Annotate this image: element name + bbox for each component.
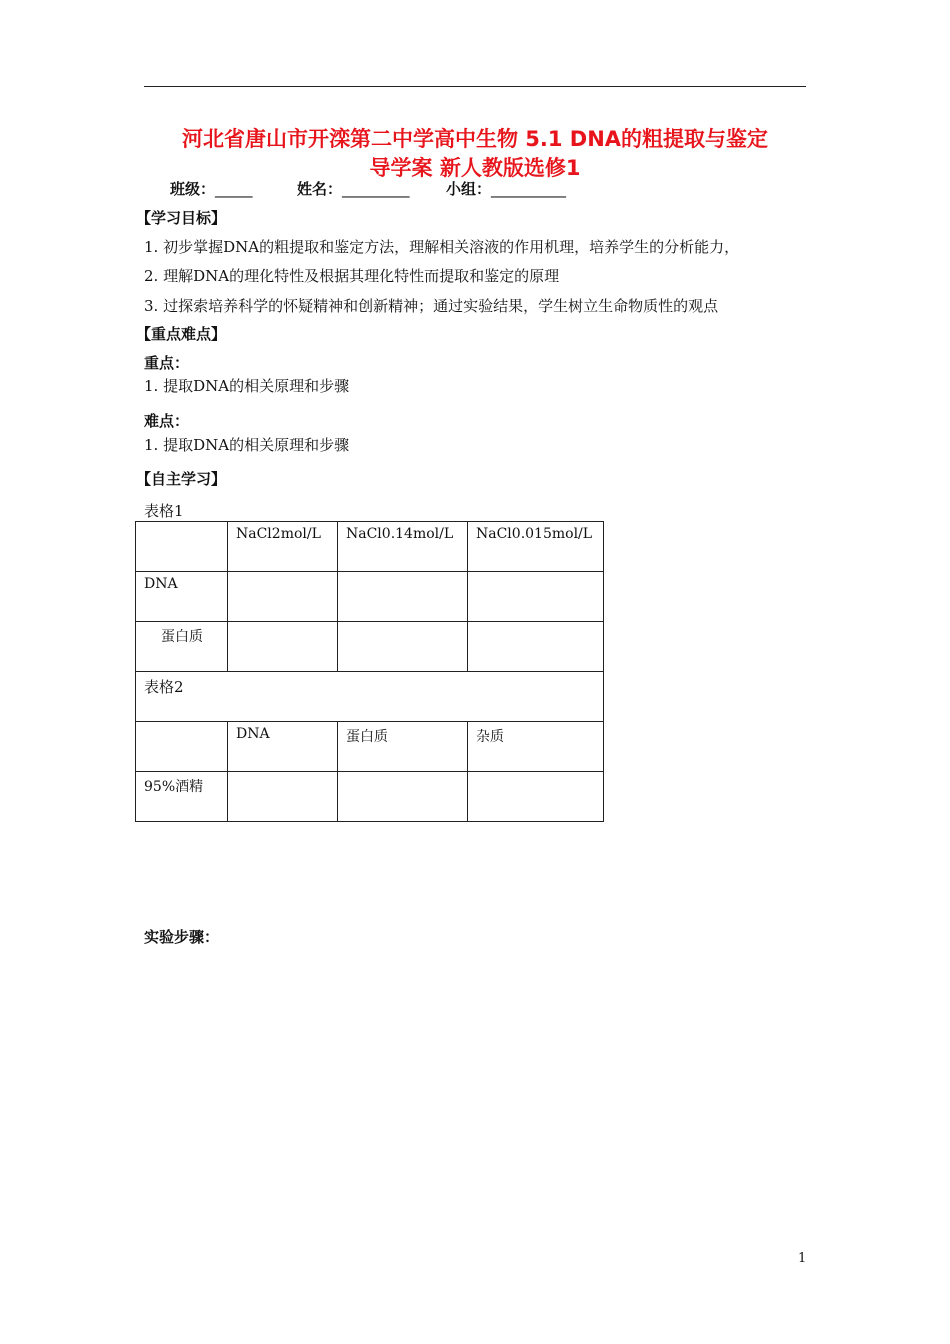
row-label-cell: DNA: [136, 572, 228, 622]
answer-cell[interactable]: [468, 772, 604, 822]
table-row: [136, 722, 604, 772]
steps-label: 实验步骤：: [144, 928, 220, 946]
table-header-cell: NaCl2mol/L: [228, 522, 338, 572]
student-info-row: [170, 178, 566, 199]
doc-title-line2: 导学案 新人教版选修1: [369, 156, 581, 180]
answer-cell[interactable]: [338, 572, 468, 622]
row-label-cell: 蛋白质: [136, 622, 228, 672]
class-blank[interactable]: _____: [215, 180, 253, 198]
answer-cell[interactable]: [228, 772, 338, 822]
name-label: 姓名：: [296, 180, 342, 198]
table-row: [136, 522, 604, 572]
table-row: [136, 622, 604, 672]
doc-title-line1: 河北省唐山市开滦第二中学高中生物 5.1 DNA的粗提取与鉴定: [181, 127, 769, 151]
goals-heading: 【学习目标】: [136, 209, 227, 227]
answer-cell[interactable]: [468, 622, 604, 672]
goal-item-2: 2. 理解DNA的理化特性及根据其理化特性而提取和鉴定的原理: [144, 267, 560, 285]
name-blank[interactable]: _________: [342, 180, 410, 198]
class-label: 班级：: [170, 180, 216, 198]
focus-item: 1. 提取DNA的相关原理和步骤: [144, 377, 350, 395]
table-header-cell: 杂质: [468, 722, 604, 772]
table-row: [136, 672, 604, 722]
table-header-cell: 蛋白质: [338, 722, 468, 772]
difficulty-label: 难点：: [144, 412, 190, 430]
header-rule: [144, 86, 806, 87]
row-label-cell: 95%酒精: [136, 772, 228, 822]
group-label: 小组：: [445, 180, 491, 198]
self-study-heading: 【自主学习】: [136, 470, 227, 488]
table-header-cell: NaCl0.14mol/L: [338, 522, 468, 572]
solubility-table: [135, 521, 604, 822]
answer-cell[interactable]: [338, 772, 468, 822]
table-cell[interactable]: [136, 522, 228, 572]
answer-cell[interactable]: [468, 572, 604, 622]
page-number: 1: [798, 1251, 807, 1266]
answer-cell[interactable]: [228, 622, 338, 672]
goal-item-1: 1. 初步掌握DNA的粗提取和鉴定方法，理解相关溶液的作用机理，培养学生的分析能力，: [144, 238, 740, 256]
focus-label: 重点：: [144, 354, 190, 372]
table-cell[interactable]: [136, 722, 228, 772]
answer-cell[interactable]: [228, 572, 338, 622]
goal-item-3: 3. 过探索培养科学的怀疑精神和创新精神；通过实验结果，学生树立生命物质性的观点: [144, 297, 719, 315]
table1-caption: 表格1: [144, 502, 184, 520]
table-header-cell: NaCl0.015mol/L: [468, 522, 604, 572]
table2-caption: 表格2: [136, 672, 604, 722]
difficulty-item: 1. 提取DNA的相关原理和步骤: [144, 436, 350, 454]
table-header-cell: DNA: [228, 722, 338, 772]
answer-cell[interactable]: [338, 622, 468, 672]
group-blank[interactable]: __________: [490, 180, 566, 198]
table-row: [136, 772, 604, 822]
table-row: [136, 572, 604, 622]
key-points-heading: 【重点难点】: [136, 325, 227, 343]
